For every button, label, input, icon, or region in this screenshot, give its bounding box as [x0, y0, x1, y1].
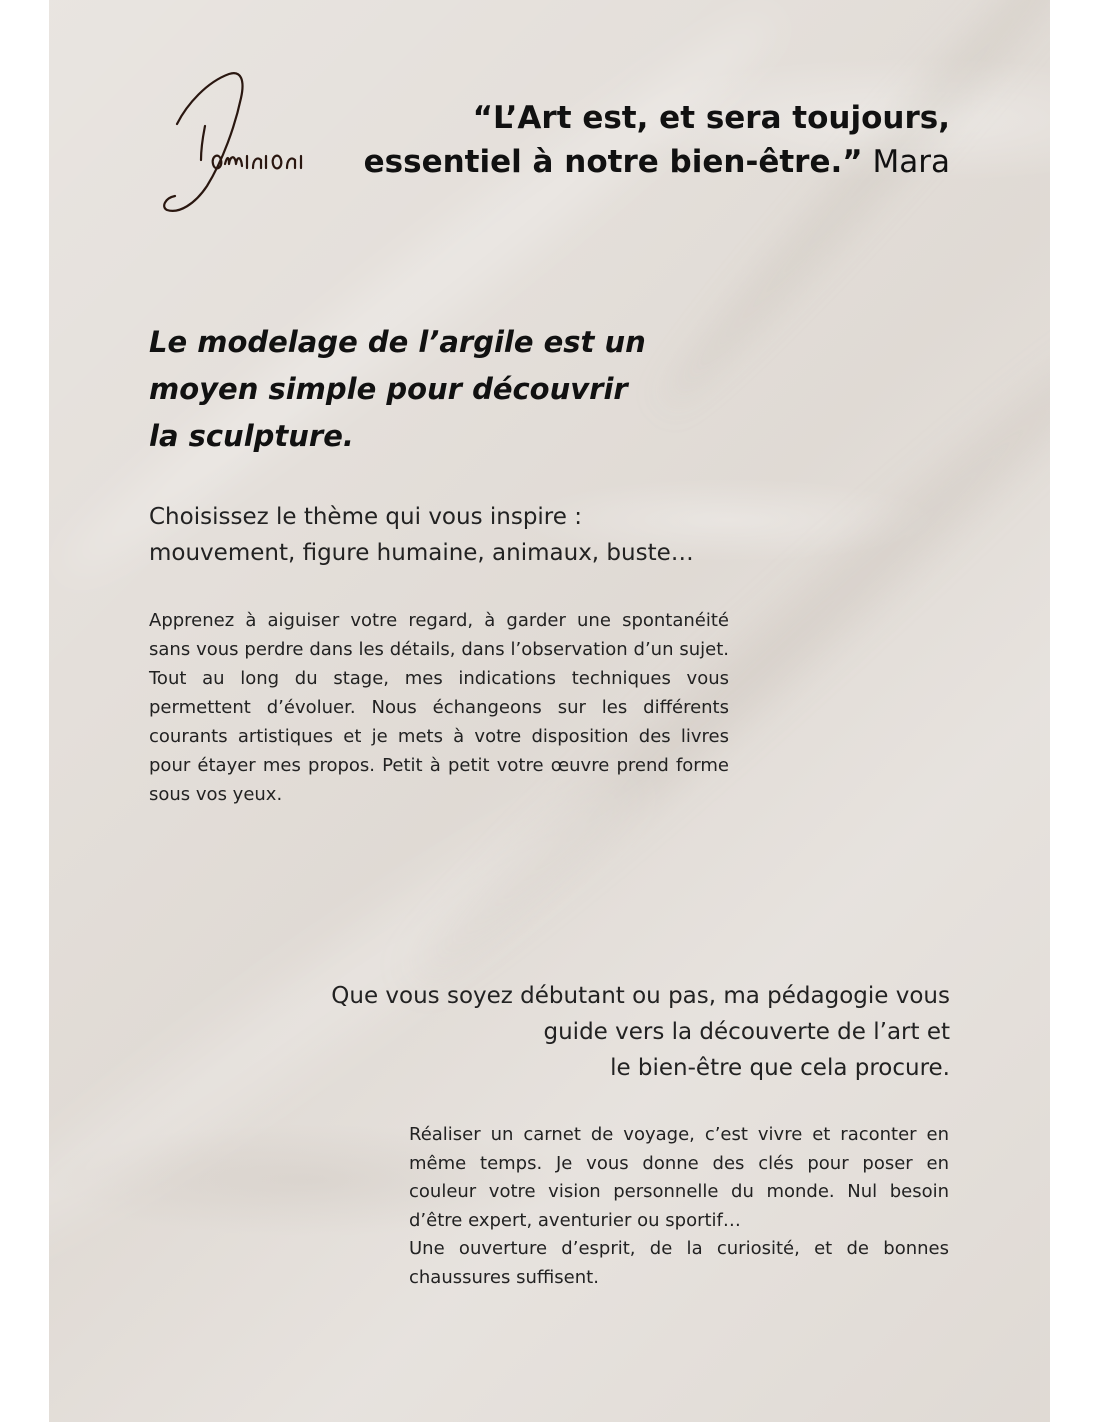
intro-line: la sculpture. [149, 419, 354, 453]
pedagogy-line: Que vous soyez débutant ou pas, ma pédagogie vous [331, 983, 950, 1009]
theme-line: Choisissez le thème qui vous inspire : [149, 504, 582, 530]
pedagogy-line: guide vers la découverte de l’art et [543, 1019, 950, 1045]
page [49, 0, 1050, 1422]
header-quote [310, 96, 950, 184]
travel-paragraph-part: Une ouverture d’esprit, de la curiosité, et de bonnes chaussures suffisent. [409, 1238, 949, 1288]
intro-heading [149, 319, 689, 460]
sculpture-paragraph: Apprenez à aiguiser votre regard, à garder une spontanéité sans vous perdre dans les détails, dans l’observation d’un sujet. Tout au long du stage, mes indications techniques vous permettent d’évoluer. Nous échangeons sur les différents courants artistiques et je mets à votre disposition des livres pour étayer mes propos. Petit à petit votre œuvre prend forme sous vos yeux. [149, 610, 729, 805]
intro-line: moyen simple pour découvrir [149, 372, 628, 406]
signature-image [157, 64, 327, 220]
quote-text: “L’Art est, et sera toujours, essentiel à notre bien-être.” [363, 100, 950, 180]
intro-line: Le modelage de l’argile est un [149, 325, 646, 359]
theme-text [149, 499, 789, 571]
quote-author: Mara [872, 144, 950, 180]
theme-line: mouvement, figure humaine, animaux, buste… [149, 540, 694, 566]
travel-paragraph-part: Réaliser un carnet de voyage, c’est vivre et raconter en même temps. Je vous donne des clés pour poser en couleur votre vision personnelle du monde. Nul besoin d’être expert, aventurier ou sportif… [409, 1124, 949, 1231]
pedagogy-line: le bien-être que cela procure. [610, 1055, 950, 1081]
background-texture [646, 0, 1050, 422]
pedagogy-text [270, 978, 950, 1086]
travel-sketchbook-paragraph [409, 1121, 949, 1292]
